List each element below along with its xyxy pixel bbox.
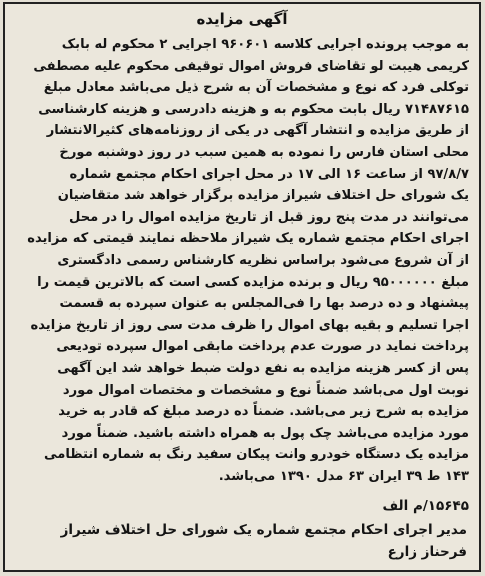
notice-line: مزایده به شرح زیر می‌باشد. ضمناً ده درصد مبلغ که قادر به خرید <box>58 404 469 420</box>
notice-line: کریمی هیبت لو تقاضای فروش اموال توقیفی محکوم علیه مصطفی <box>33 58 469 74</box>
notice-title: آگهی مزایده <box>196 10 288 28</box>
notice-line: پرداخت نماید در صورت عدم پرداخت مابقی اموال سپرده تودیعی <box>56 339 469 355</box>
notice-line: توکلی فرد که نوع و مشخصات آن به شرح ذیل می‌باشد معادل مبلغ <box>43 80 469 96</box>
document-number: ۱۵۶۴۵/م الف <box>382 498 469 514</box>
notice-line: نوبت اول می‌باشد ضمناً نوع و مشخصات و مختصات اموال مورد <box>62 382 469 398</box>
notice-line: مبلغ ۹۵۰۰۰۰۰۰ ریال و برنده مزایده کسی است که بالاترین قیمت را <box>37 274 469 290</box>
notice-line: محلی استان فارس را نموده به همین سبب در روز دوشنبه مورخ <box>59 144 469 160</box>
signer-name: فرحناز زارع <box>387 544 467 560</box>
notice-body <box>15 34 469 487</box>
notice-line: پیشنهاد و ده درصد بها را فی‌المجلس به عنوان سپرده به قسمت <box>59 296 469 312</box>
notice-line: مزایده یک دستگاه خودرو وانت پیکان سفید رنگ به شماره انتظامی <box>43 447 469 463</box>
notice-line: یک شورای حل اختلاف شیراز مزایده برگزار خواهد شد متقاضیان <box>57 188 469 204</box>
signer-title: مدیر اجرای احکام مجتمع شماره یک شورای حل اختلاف شیراز <box>60 522 467 538</box>
notice-line: ۹۷/۸/۷ از ساعت ۱۶ الی ۱۷ در محل اجرای احکام مجتمع شماره <box>69 166 469 182</box>
notice-line: مورد مزایده می‌باشد چک پول به همراه داشته باشید. ضمناً مورد <box>61 425 469 441</box>
notice-line: پس از کسر هزینه مزایده به نفع دولت ضبط خواهد شد این آگهی <box>57 360 469 376</box>
notice-line: می‌توانند در مدت پنج روز قبل از تاریخ مزایده اموال را در محل <box>69 209 469 225</box>
notice-line: به موجب پرونده اجرایی کلاسه ۹۶۰۶۰۱ اجرایی ۲ محکوم له بابک <box>61 37 469 52</box>
notice-line: از آن شروع می‌شود براساس نظریه کارشناس رسمی دادگستری <box>57 252 469 268</box>
notice-line: اجرا تسلیم و بقیه بهای اموال را ظرف مدت سی روز از تاریخ مزایده <box>30 317 469 333</box>
notice-line: ۷۱۴۸۷۶۱۵ ریال بابت محکوم به و هزینه دادرسی و هزینه کارشناسی <box>38 101 469 117</box>
notice-line: ۱۴۳ ط ۳۹ ایران ۶۳ مدل ۱۳۹۰ می‌باشد. <box>218 468 469 484</box>
notice-line: اجرای احکام مجتمع شماره یک شیراز ملاحظه نمایند قیمتی که مزایده <box>27 231 469 247</box>
notice-frame <box>3 2 481 572</box>
notice-line: از طریق مزایده و انتشار آگهی در یکی از روزنامه‌های کثیرالانتشار <box>46 123 469 139</box>
